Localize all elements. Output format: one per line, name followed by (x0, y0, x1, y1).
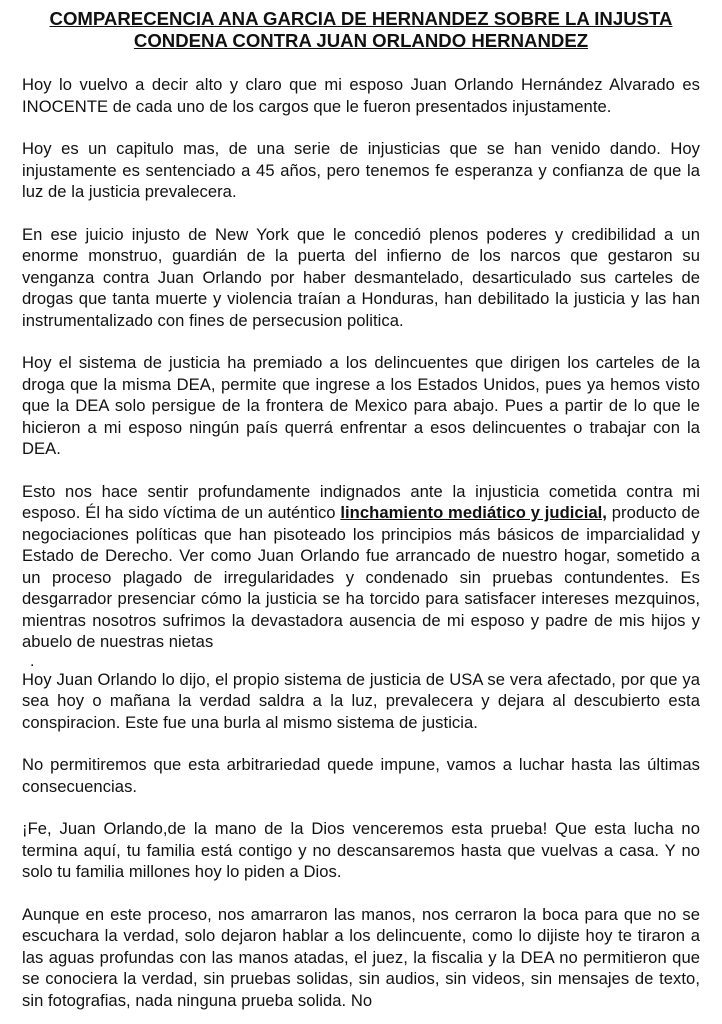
paragraph-4: Hoy el sistema de justicia ha premiado a los delincuentes que dirigen los carteles de la droga que la misma DEA, permite que ingrese a los Estados Unidos, pues ya hemos visto que la DEA solo persigue de la frontera de Mexico para abajo. Pues a partir de lo que le hicieron a mi esposo ningún país querrá enfrentar a esos delincuentes o trabajar con la DEA. (22, 353, 700, 458)
paragraph-1: Hoy lo vuelvo a decir alto y claro que mi esposo Juan Orlando Hernández Alvarado es INOCENTE de cada uno de los cargos que le fueron presentados injustamente. (22, 75, 700, 116)
document-title (22, 8, 700, 52)
paragraph-2: Hoy es un capitulo mas, de una serie de injusticias que se han venido dando. Hoy injustamente es sentenciado a 45 años, pero tenemos fe esperanza y confianza de que la luz de la justicia prevalecera. (22, 139, 700, 201)
title-line-2: CONDENA CONTRA JUAN ORLANDO HERNANDEZ (133, 30, 589, 51)
paragraph-9: Aunque en este proceso, nos amarraron las manos, nos cerraron la boca para que no se escuchara la verdad, solo dejaron hablar a los delincuente, como lo dijiste hoy te tiraron a las aguas profundas con las manos atadas, el juez, la fiscalia y la DEA no permitieron que se conociera la verdad, sin pruebas solidas, sin audios, sin videos, sin mensajes de texto, sin fotografias, nada ninguna prueba solida. No (22, 904, 700, 1010)
paragraph-8: ¡Fe, Juan Orlando,de la mano de la Dios venceremos esta prueba! Que esta lucha no termina aquí, tu familia está contigo y no descansaremos hasta que vuelvas a casa. Y no solo tu familia millones hoy lo piden a Dios. (22, 819, 700, 881)
emphasized-phrase: linchamiento mediático y judicial, (340, 503, 607, 522)
paragraph-5 (22, 481, 700, 653)
title-line-1: COMPARECENCIA ANA GARCIA DE HERNANDEZ SOBRE LA INJUSTA (49, 8, 673, 29)
paragraph-5-end: producto de negociaciones políticas que han pisoteado los principios más básicos de imparcialidad y Estado de Derecho. Ver como Juan Orlando fue arrancado de nuestro hogar, sometido a un proceso plagado de irregularidades y condenado sin pruebas contundentes. Es desgarrador presenciar cómo la justicia se ha torcido para satisfacer intereses mezquinos, mientras nosotros sufrimos la devastadora ausencia de mi esposo y padre de mis hijos y abuelo de nuestras nietas (22, 503, 701, 651)
paragraph-6: Hoy Juan Orlando lo dijo, el propio sistema de justicia de USA se vera afectado, por que ya sea hoy o mañana la verdad saldra a la luz, prevalecera y dejara al descubierto esta conspiracion. Este fue una burla al mismo sistema de justicia. (22, 669, 700, 732)
paragraph-3: En ese juicio injusto de New York que le concedió plenos poderes y credibilidad a un enorme monstruo, guardián de la puerta del infierno de los narcos que gestaron su venganza contra Juan Orlando por haber desmantelado, desarticulado sus carteles de drogas que tanta muerte y violencia traían a Honduras, han debilitado la justicia y las han instrumentalizado con fines de persecusion politica. (22, 224, 700, 330)
stray-period: . (30, 652, 35, 670)
paragraph-5-start: Esto nos hace sentir profundamente indignados ante la injusticia cometida contra mi esposo. Él ha sido víctima de un auténtico (22, 481, 700, 522)
paragraph-7: No permitiremos que esta arbitrariedad quede impune, vamos a luchar hasta las últimas consecuencias. (22, 755, 700, 796)
